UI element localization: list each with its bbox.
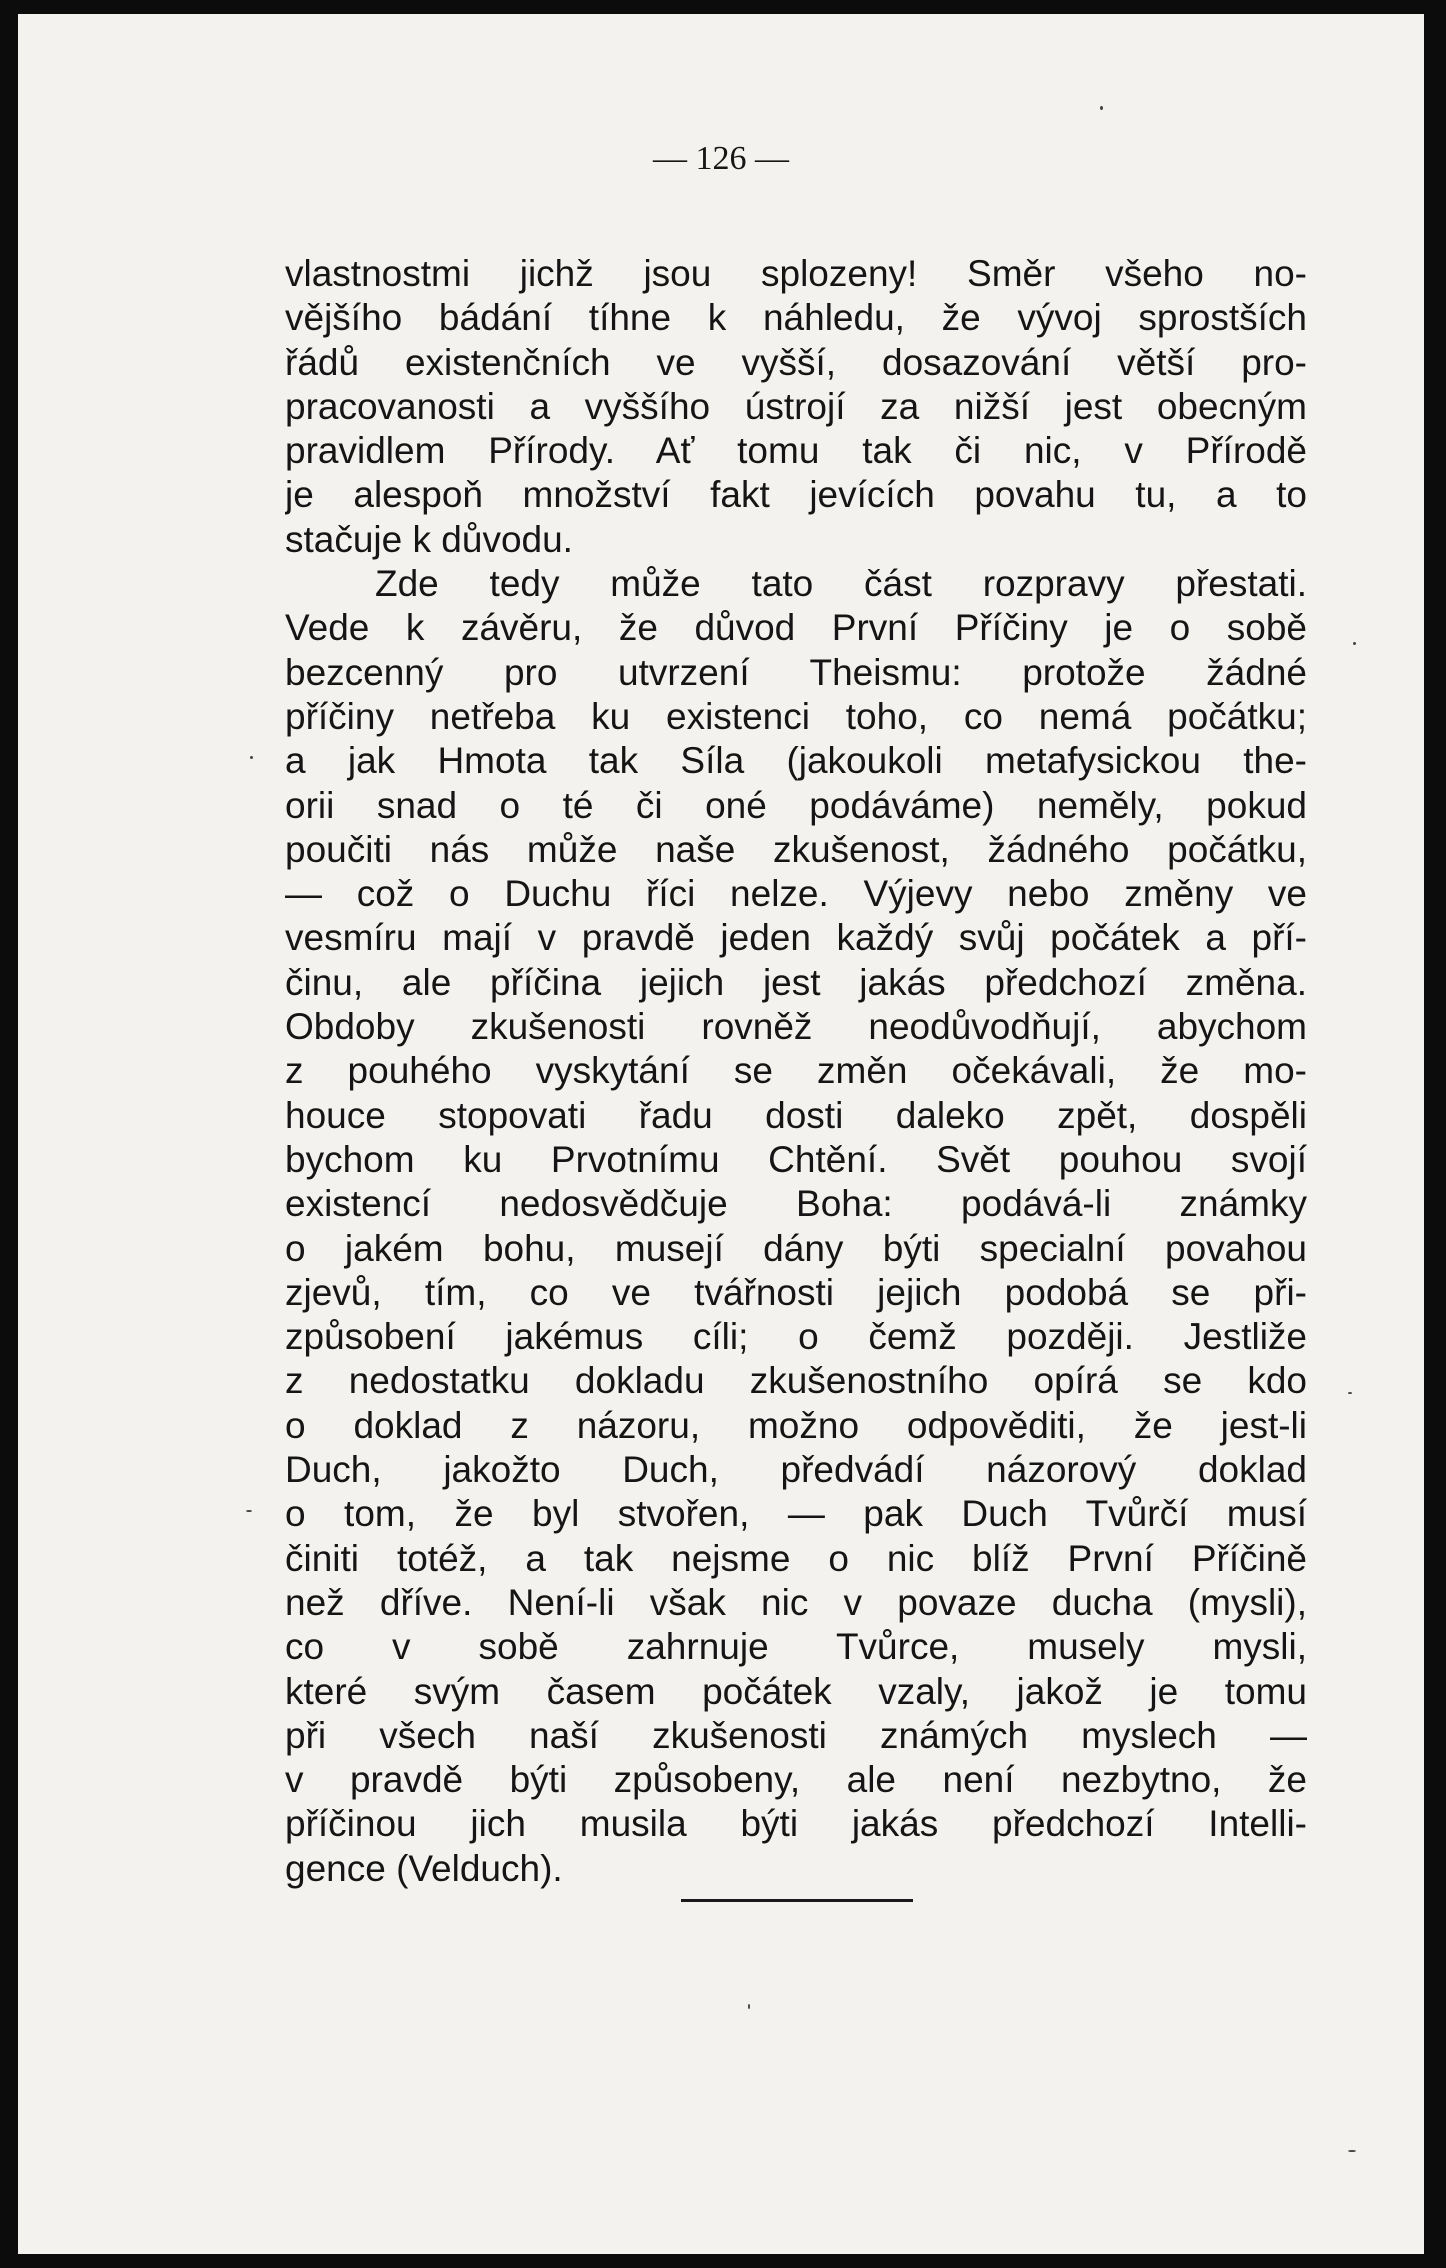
text-line: řádů existenčních ve vyšší, dosazování větší pro- (285, 341, 1307, 383)
text-line: zjevů, tím, co ve tvářnosti jejich podobá se při- (285, 1271, 1307, 1313)
print-speck (1348, 1392, 1352, 1394)
text-line: příčiny netřeba ku existenci toho, co nemá počátku; (285, 695, 1307, 737)
text-line: Duch, jakožto Duch, předvádí názorový doklad (285, 1449, 1307, 1491)
text-line: bychom ku Prvotnímu Chtění. Svět pouhou svojí (285, 1138, 1307, 1180)
text-line: co v sobě zahrnuje Tvůrce, musely mysli, (285, 1626, 1307, 1668)
text-line: pracovanosti a vyššího ústrojí za nižší jest obecným (285, 385, 1307, 427)
text-line: a jak Hmota tak Síla (jakoukoli metafysickou the- (285, 740, 1307, 782)
end-rule (681, 1899, 913, 1902)
text-line: Zde tedy může tato část rozpravy přestati. (375, 563, 1307, 605)
text-line: v pravdě býti způsobeny, ale není nezbytno, že (285, 1759, 1307, 1801)
print-speck (1353, 642, 1356, 645)
text-line: o doklad z názoru, možno odpověditi, že jest-li (285, 1404, 1307, 1446)
text-line: Vede k závěru, že důvod První Příčiny je o sobě (285, 607, 1307, 649)
page-number: — 126 — (653, 140, 789, 177)
text-line: o tom, že byl stvořen, — pak Duch Tvůrčí musí (285, 1493, 1307, 1535)
text-line: existencí nedosvědčuje Boha: podává-li známky (285, 1183, 1307, 1225)
text-line: příčinou jich musila býti jakás předchozí Intelli- (285, 1803, 1307, 1845)
text-line: vějšího bádání tíhne k náhledu, že vývoj sprostších (285, 297, 1307, 339)
text-line: Obdoby zkušenosti rovněž neodůvodňují, abychom (285, 1006, 1307, 1048)
text-line: o jakém bohu, musejí dány býti specialní povahou (285, 1227, 1307, 1269)
body-text (285, 252, 1307, 1891)
text-line: — což o Duchu říci nelze. Výjevy nebo změny ve (285, 873, 1307, 915)
book-page (18, 14, 1424, 2254)
text-line: z pouhého vyskytání se změn očekávali, že mo- (285, 1050, 1307, 1092)
text-line: gence (Velduch). (285, 1847, 563, 1889)
text-line: činiti totéž, a tak nejsme o nic blíž První Příčině (285, 1537, 1307, 1579)
text-line: je alespoň množství fakt jevících povahu tu, a to (285, 474, 1307, 516)
print-speck (1100, 106, 1103, 110)
text-line: které svým časem počátek vzaly, jakož je tomu (285, 1670, 1307, 1712)
print-speck (250, 756, 253, 759)
text-line: vlastnostmi jichž jsou splozeny! Směr všeho no- (285, 253, 1307, 294)
text-line: houce stopovati řadu dosti daleko zpět, dospěli (285, 1094, 1307, 1136)
text-line: z nedostatku dokladu zkušenostního opírá se kdo (285, 1360, 1307, 1402)
text-line: při všech naší zkušenosti známých myslech — (285, 1714, 1307, 1756)
print-speck (748, 2004, 750, 2009)
text-line: způsobení jakémus cíli; o čemž později. Jestliže (285, 1316, 1307, 1358)
text-line: orii snad o té či oné podáváme) neměly, pokud (285, 784, 1307, 826)
print-speck (246, 1510, 252, 1512)
text-line: vesmíru mají v pravdě jeden každý svůj počátek a pří- (285, 917, 1307, 959)
text-line: než dříve. Není-li však nic v povaze ducha (mysli), (285, 1581, 1307, 1623)
text-line: pravidlem Přírody. Ať tomu tak či nic, v Přírodě (285, 430, 1307, 472)
text-line: poučiti nás může naše zkušenost, žádného počátku, (285, 828, 1307, 870)
text-line: bezcenný pro utvrzení Theismu: protože žádné (285, 651, 1307, 693)
text-line: činu, ale příčina jejich jest jakás předchozí změna. (285, 961, 1307, 1003)
text-line: stačuje k důvodu. (285, 518, 573, 560)
print-speck (1348, 2150, 1356, 2152)
